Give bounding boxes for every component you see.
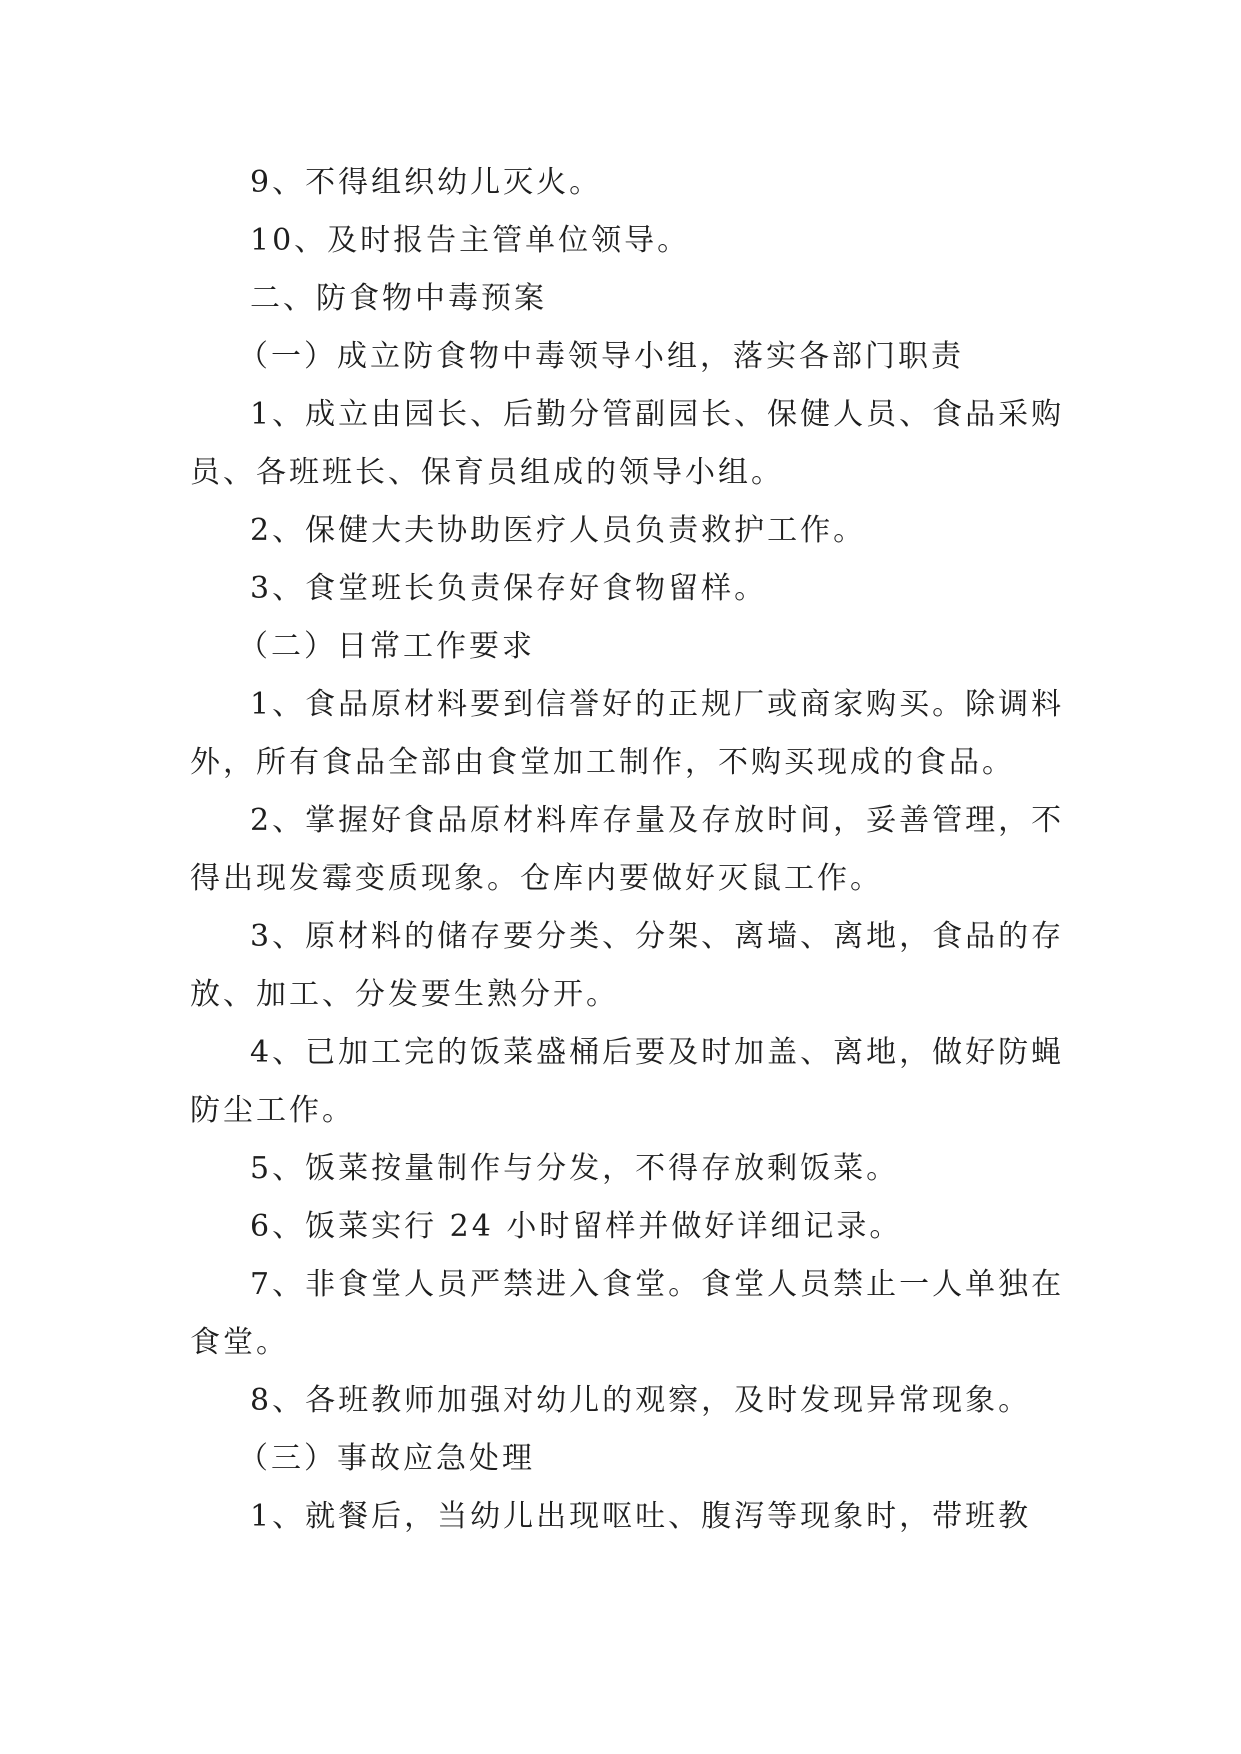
paragraph-item: 5、饭菜按量制作与分发，不得存放剩饭菜。 bbox=[250, 1151, 900, 1186]
section-heading-food-poisoning: 二、防食物中毒预案 bbox=[250, 281, 547, 316]
subsection-heading-2: （二）日常工作要求 bbox=[238, 629, 535, 664]
paragraph-item-9: 9、不得组织幼儿灭火。 bbox=[250, 165, 603, 200]
paragraph-item: 2、保健大夫协助医疗人员负责救护工作。 bbox=[250, 513, 867, 548]
paragraph-item: 3、食堂班长负责保存好食物留样。 bbox=[250, 571, 768, 606]
document-body bbox=[190, 154, 1070, 1546]
paragraph-item: 6、饭菜实行 24 小时留样并做好详细记录。 bbox=[250, 1209, 903, 1244]
paragraph-item: 1、就餐后，当幼儿出现呕吐、腹泻等现象时，带班教 bbox=[250, 1499, 1032, 1534]
paragraph-item: 4、已加工完的饭菜盛桶后要及时加盖、离地，做好防蝇防尘工作。 bbox=[190, 1035, 1065, 1128]
subsection-heading-1: （一）成立防食物中毒领导小组，落实各部门职责 bbox=[238, 339, 964, 374]
subsection-heading-3: （三）事故应急处理 bbox=[238, 1441, 535, 1476]
paragraph-item: 3、原材料的储存要分类、分架、离墙、离地，食品的存放、加工、分发要生熟分开。 bbox=[190, 919, 1065, 1012]
paragraph-item-10: 10、及时报告主管单位领导。 bbox=[250, 223, 691, 258]
paragraph-item: 1、成立由园长、后勤分管副园长、保健人员、食品采购员、各班班长、保育员组成的领导小组。 bbox=[190, 397, 1065, 490]
paragraph-item: 2、掌握好食品原材料库存量及存放时间，妥善管理，不得出现发霉变质现象。仓库内要做好灭鼠工作。 bbox=[190, 803, 1065, 896]
paragraph-item: 1、食品原材料要到信誉好的正规厂或商家购买。除调料外，所有食品全部由食堂加工制作，不购买现成的食品。 bbox=[190, 687, 1065, 780]
paragraph-item: 8、各班教师加强对幼儿的观察，及时发现异常现象。 bbox=[250, 1383, 1032, 1418]
paragraph-item: 7、非食堂人员严禁进入食堂。食堂人员禁止一人单独在食堂。 bbox=[190, 1267, 1065, 1360]
